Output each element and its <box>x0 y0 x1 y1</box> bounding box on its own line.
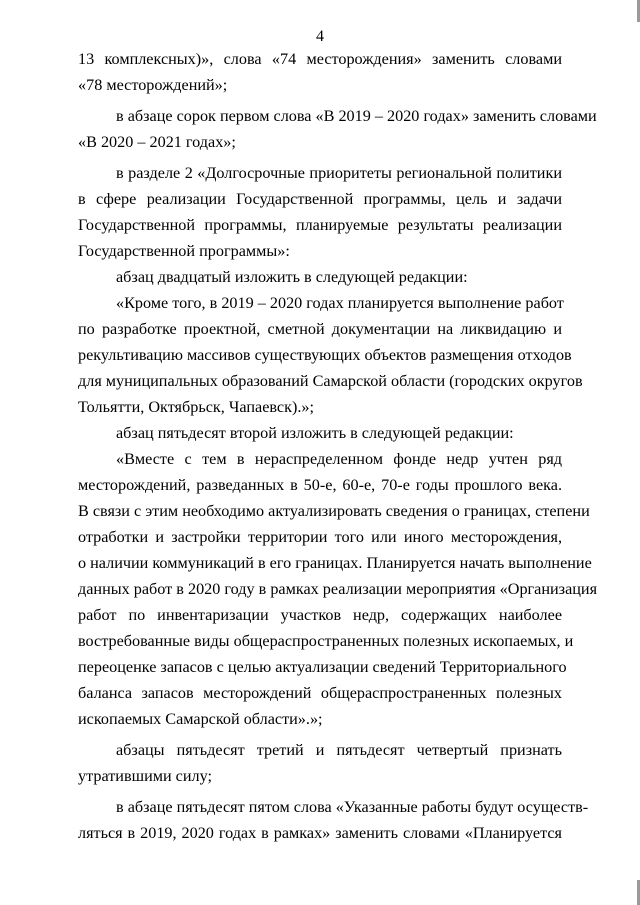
text-line: Тольятти, Октябрьск, Чапаевск).»; <box>78 398 315 416</box>
text-line: рекультивацию массивов существующих объектов размещения отходов <box>78 346 572 364</box>
text-line: переоценке запасов с целью актуализации сведений Территориального <box>78 658 567 676</box>
text-line: Государственной программы, планируемые результаты реализации <box>78 216 562 234</box>
text-line: «В 2020 – 2021 годах»; <box>78 133 236 151</box>
text-line: в разделе 2 «Долгосрочные приоритеты региональной политики <box>116 164 562 182</box>
text-line: данных работ в 2020 году в рамках реализации мероприятия «Организация <box>78 580 598 598</box>
text-line: «Вместе с тем в нераспределенном фонде недр учтен ряд <box>116 450 562 468</box>
text-line: Государственной программы»: <box>78 242 290 260</box>
page-number: 4 <box>316 28 324 45</box>
document-body <box>78 46 598 846</box>
text-line: баланса запасов месторождений общераспространенных полезных <box>78 684 562 702</box>
text-line: востребованные виды общераспространенных полезных ископаемых, и <box>78 632 574 650</box>
text-line: утратившими силу; <box>78 767 212 785</box>
text-line: в абзаце пятьдесят пятом слова «Указанные работы будут осуществ- <box>116 798 589 816</box>
text-line: абзац двадцатый изложить в следующей редакции: <box>116 268 468 286</box>
text-line: ископаемых Самарской области».»; <box>78 710 323 728</box>
text-line: для муниципальных образований Самарской области (городских округов <box>78 372 583 390</box>
text-line: абзацы пятьдесят третий и пятьдесят четвертый признать <box>116 741 562 759</box>
text-line: в абзаце сорок первом слова «В 2019 – 2020 годах» заменить словами <box>116 107 597 125</box>
text-line: абзац пятьдесят второй изложить в следующей редакции: <box>116 424 514 442</box>
text-line: «78 месторождений»; <box>78 76 228 94</box>
text-line: «Кроме того, в 2019 – 2020 годах планируется выполнение работ <box>116 294 564 312</box>
text-line: месторождений, разведанных в 50-е, 60-е, 70-е годы прошлого века. <box>78 476 562 494</box>
text-line: 13 комплексных)», слова «74 месторождения» заменить словами <box>78 50 562 68</box>
text-line: В связи с этим необходимо актуализировать сведения о границах, степени <box>78 502 590 520</box>
text-line: отработки и застройки территории того или иного месторождения, <box>78 528 562 546</box>
text-line: в сфере реализации Государственной программы, цель и задачи <box>78 190 562 208</box>
text-line: ляться в 2019, 2020 годах в рамках» заменить словами «Планируется <box>78 824 562 842</box>
text-line: работ по инвентаризации участков недр, содержащих наиболее <box>78 606 562 624</box>
text-line: по разработке проектной, сметной документации на ликвидацию и <box>78 320 562 338</box>
text-line: о наличии коммуникаций в его границах. Планируется начать выполнение <box>78 554 592 572</box>
